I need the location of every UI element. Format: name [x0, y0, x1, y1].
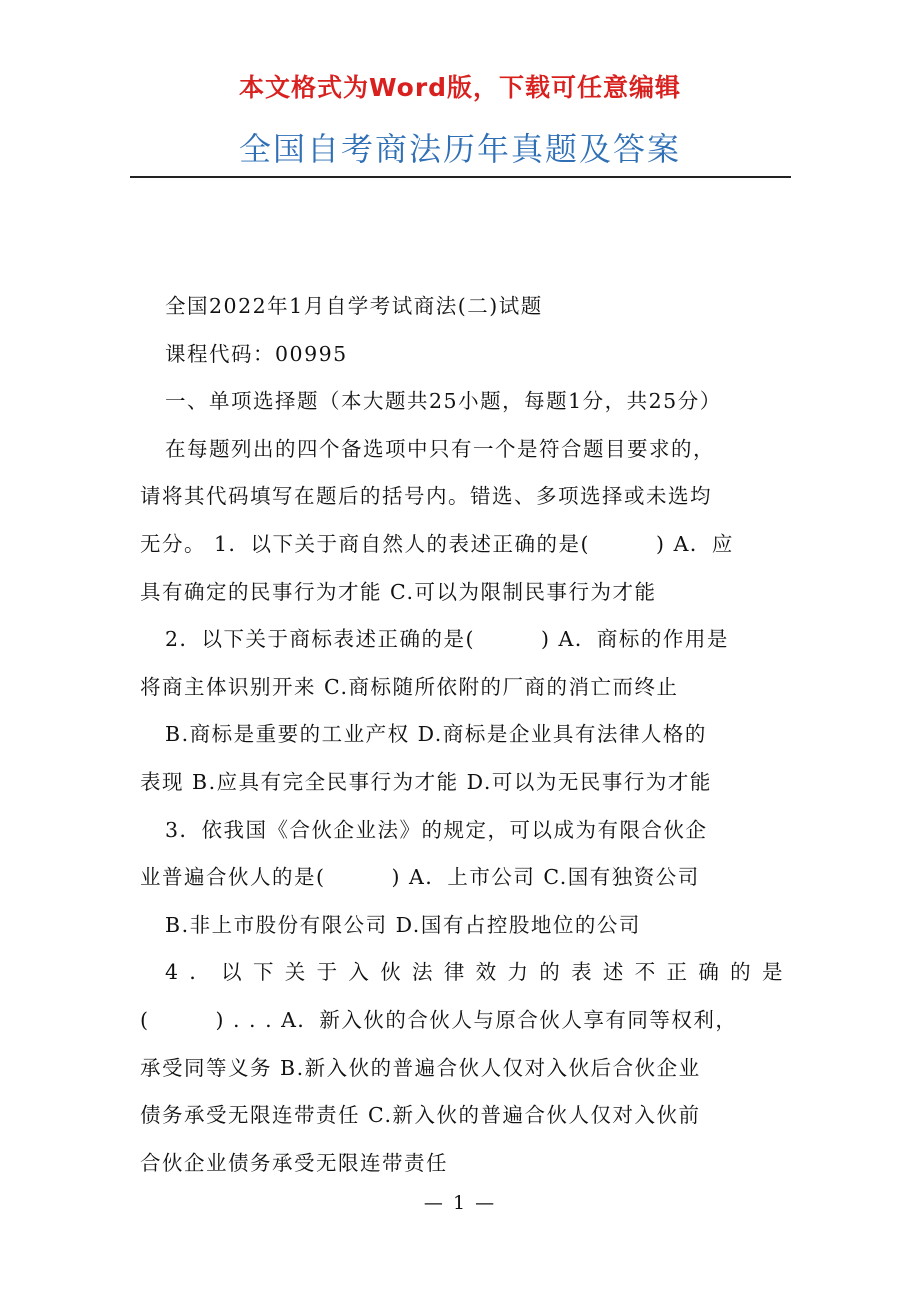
section-heading: 一、单项选择题（本大题共25小题，每题1分，共25分）	[165, 389, 722, 414]
instruction-line: 请将其代码填写在题后的括号内。错选、多项选择或未选均	[140, 484, 712, 509]
format-notice: 本文格式为Word版，下载可任意编辑	[238, 73, 682, 102]
course-code-line: 课程代码：00995	[165, 341, 348, 366]
question-line: 4．以下关于入伙法律效力的表述不正确的是	[165, 960, 784, 985]
question-line: 2．以下关于商标表述正确的是( ) A．商标的作用是	[165, 627, 729, 652]
page-number: — 1 —	[423, 1192, 497, 1214]
question-line: B.非上市股份有限公司 D.国有占控股地位的公司	[165, 912, 641, 937]
question-line: 债务承受无限连带责任 C.新入伙的普遍合伙人仅对入伙前	[140, 1103, 701, 1128]
question-line: ( ) . . . A．新入伙的合伙人与原合伙人享有同等权利，	[140, 1007, 738, 1032]
question-line: 业普遍合伙人的是( ) A．上市公司 C.国有独资公司	[140, 865, 700, 890]
question-line: 承受同等义务 B.新入伙的普遍合伙人仅对入伙后合伙企业	[140, 1055, 701, 1080]
document-body	[140, 283, 784, 1187]
question-line: B.商标是重要的工业产权 D.商标是企业具有法律人格的	[165, 722, 707, 747]
instruction-line: 在每题列出的四个备选项中只有一个是符合题目要求的，	[165, 436, 715, 461]
document-title: 全国自考商法历年真题及答案	[238, 130, 681, 168]
title-divider	[130, 176, 791, 178]
question-line: 无分。 1．以下关于商自然人的表述正确的是( ) A．应	[140, 531, 734, 556]
exam-title-line: 全国2022年1月自学考试商法(二)试题	[165, 294, 543, 318]
question-line: 3．依我国《合伙企业法》的规定，可以成为有限合伙企	[165, 817, 708, 842]
question-line: 合伙企业债务承受无限连带责任	[140, 1150, 448, 1175]
question-line: 将商主体识别开来 C.商标随所依附的厂商的消亡而终止	[140, 674, 679, 699]
question-line: 表现 B.应具有完全民事行为才能 D.可以为无民事行为才能	[140, 769, 712, 794]
question-line: 具有确定的民事行为才能 C.可以为限制民事行为才能	[140, 579, 657, 604]
